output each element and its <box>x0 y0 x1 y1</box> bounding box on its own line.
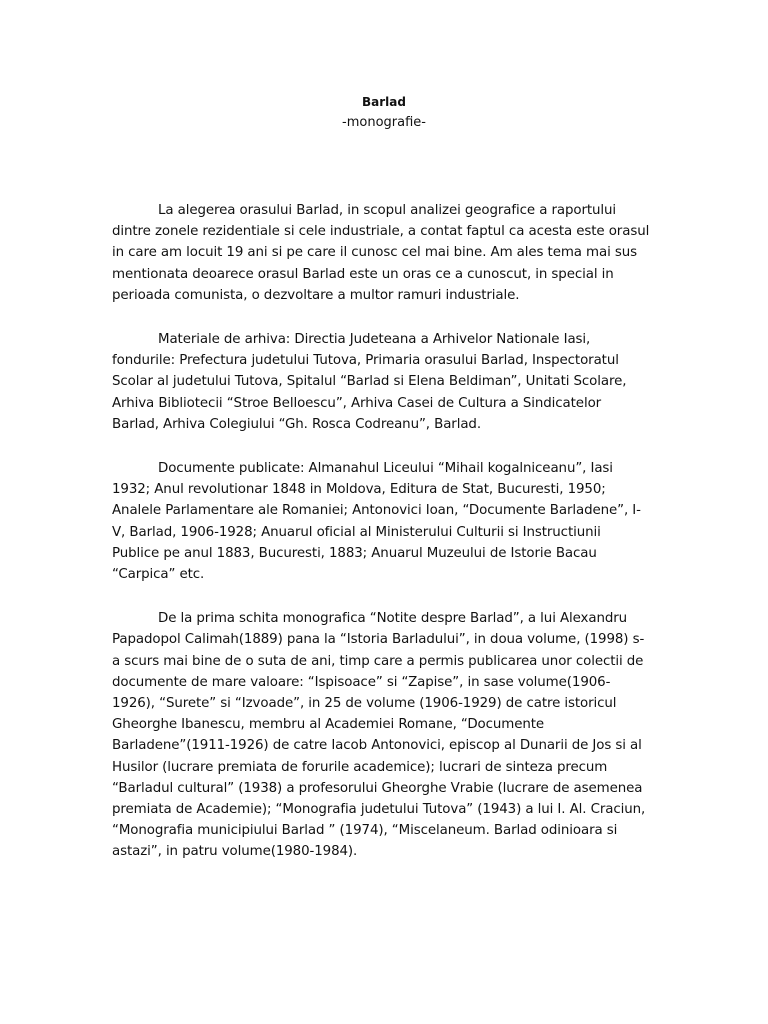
paragraph-monograph-history: De la prima schita monografica “Notite despre Barlad”, a lui Alexandru Papadopol Calimah(1889) pana la “Istoria Barladului”, in doua volume, (1998) s-a scurs mai bine de o suta de ani, timp care a permis publicarea unor colectii de documente de mare valoare: “Ispisoace” si “Zapise”, in sase volume(1906-1926), “Surete” si “Izvoade”, in 25 de volume (1906-1929) de catre istoricul Gheorghe Ibanescu, membru al Academiei Romane, “Documente Barladene”(1911-1926) de catre Iacob Antonovici, episcop al Dunarii de Jos si al Husilor (lucrare premiata de forurile academice); lucrari de sinteza precum “Barladul cultural” (1938) a profesorului Gheorghe Vrabie (lucrare de asemenea premiata de Academie); “Monografia judetului Tutova” (1943) a lui I. Al. Craciun, “Monografia municipiului Barlad ” (1974), “Miscelaneum. Barlad odinioara si astazi”, in patru volume(1980-1984). <box>112 611 646 860</box>
paragraph-archive-materials: Materiale de arhiva: Directia Judeteana a Arhivelor Nationale Iasi, fondurile: Prefectura judetului Tutova, Primaria orasului Barlad, Inspectoratul Scolar al judetului Tutova, Spitalul “Barlad si Elena Beldiman”, Unitati Scolare, Arhiva Bibliotecii “Stroe Belloescu”, Arhiva Casei de Cultura a Sindicatelor Barlad, Arhiva Colegiului “Gh. Rosca Codreanu”, Barlad. <box>112 332 627 432</box>
document-title: Barlad <box>362 95 406 109</box>
document-body <box>112 200 652 886</box>
paragraph-published-documents: Documente publicate: Almanahul Liceului “Mihail kogalniceanu”, Iasi 1932; Anul revolutionar 1848 in Moldova, Editura de Stat, Bucuresti, 1950; Analele Parlamentare ale Romaniei; Antonovici Ioan, “Documente Barladene”, I-V, Barlad, 1906-1928; Anuarul oficial al Ministerului Culturii si Instructiunii Publice pe anul 1883, Bucuresti, 1883; Anuarul Muzeului de Istorie Bacau “Carpica” etc. <box>112 461 641 583</box>
document-subtitle: -monografie- <box>342 115 426 130</box>
paragraph-intro: La alegerea orasului Barlad, in scopul analizei geografice a raportului dintre zonele rezidentiale si cele industriale, a contat faptul ca acesta este orasul in care am locuit 19 ani si pe care il cunosc cel mai bine. Am ales tema mai sus mentionata deoarece orasul Barlad este un oras ce a cunoscut, in special in perioada comunista, o dezvoltare a multor ramuri industriale. <box>112 203 650 303</box>
